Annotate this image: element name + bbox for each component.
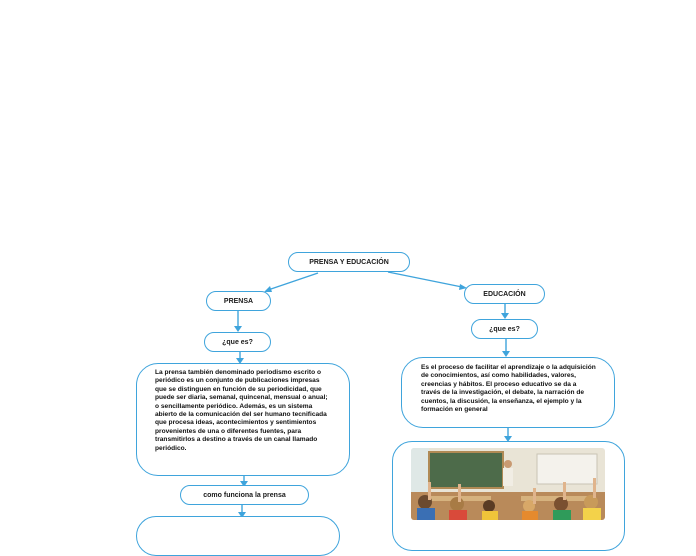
prensa-question-label: ¿que es? (222, 338, 253, 346)
connector-root-educacion (388, 272, 462, 287)
prensa-definition-text: La prensa también denominado periodismo escrito o periódico es un conjunto de publicaciones impresas que se distinguen en función de su periodicidad, que puede ser diaria, semanal, quincenal, mensual o anual; o sencillamente periódico. Además, es un sistema abierto de la comunicación del ser humano tecnificada que procesa ideas, acontecimientos y sentimientos provenientes de una o diferentes fuentes, para transmitirlos a destino a través de un canal llamado periódico. (155, 369, 328, 452)
educacion-question-label: ¿que es? (489, 325, 520, 333)
prensa-question-node[interactable] (204, 332, 271, 352)
educacion-definition-node[interactable] (401, 357, 615, 428)
educacion-definition-text: Es el proceso de facilitar el aprendizaje o la adquisición de conocimientos, así como habilidades, valores, creencias y hábitos. El proceso educativo se da a través de la investigación, el debate, la narración de cuentos, la discusión, la enseñanza, el ejemplo y la formación en general (421, 364, 596, 414)
prensa-node[interactable] (206, 291, 271, 311)
prensa-next-node[interactable] (136, 516, 340, 556)
prensa-how-label: como funciona la prensa (203, 491, 286, 499)
root-node[interactable] (288, 252, 410, 272)
classroom-photo (411, 448, 605, 520)
prensa-how-node[interactable] (180, 485, 309, 505)
educacion-node[interactable] (464, 284, 545, 304)
classroom-illustration (411, 448, 605, 520)
prensa-label: PRENSA (223, 297, 254, 305)
educacion-question-node[interactable] (471, 319, 538, 339)
educacion-label: EDUCACIÓN (483, 290, 526, 298)
connector-root-prensa (268, 273, 318, 290)
root-label: PRENSA Y EDUCACIÓN (309, 258, 389, 266)
prensa-definition-node[interactable] (136, 363, 350, 476)
